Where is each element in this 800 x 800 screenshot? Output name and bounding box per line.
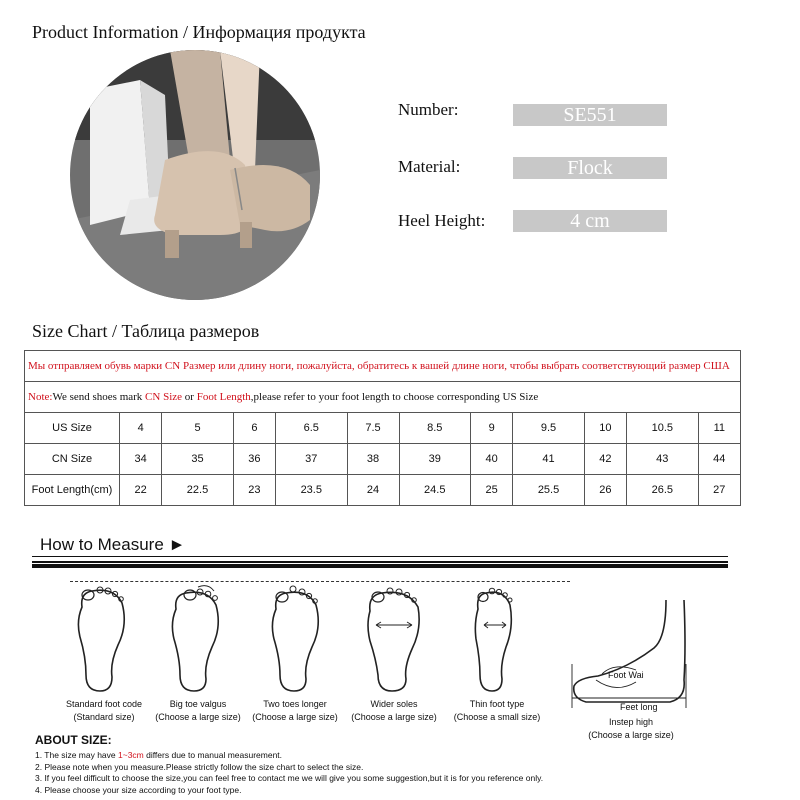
heel-height-value: 4 cm bbox=[513, 210, 667, 232]
size-cell: 10 bbox=[584, 413, 626, 444]
size-cell: 4 bbox=[120, 413, 162, 444]
divider bbox=[32, 556, 728, 557]
wider-soles-foot-icon bbox=[364, 585, 424, 695]
note-text-1: We send shoes mark bbox=[52, 391, 146, 403]
note-foot-length: Foot Length bbox=[196, 391, 251, 403]
size-cell: 26.5 bbox=[627, 475, 699, 506]
size-cell: 24.5 bbox=[399, 475, 471, 506]
two-toes-longer-caption: Two toes longer (Choose a large size) bbox=[252, 699, 338, 722]
size-cell: 43 bbox=[627, 444, 699, 475]
size-cell: 36 bbox=[233, 444, 275, 475]
heel-height-label: Heel Height: bbox=[398, 211, 486, 230]
row-label: Foot Length(cm) bbox=[25, 475, 120, 506]
list-item: 1. The size may have 1~3cm differs due to manual measurement. bbox=[35, 750, 283, 760]
about-size-list bbox=[35, 750, 543, 796]
thin-foot-caption: Thin foot type (Choose a small size) bbox=[453, 699, 541, 722]
note-text-2: or bbox=[182, 391, 197, 403]
product-photo bbox=[70, 50, 320, 300]
size-cell: 9.5 bbox=[513, 413, 585, 444]
row-label: CN Size bbox=[25, 444, 120, 475]
material-label: Material: bbox=[398, 157, 461, 176]
list-item: 3. If you feel difficult to choose the size,you can feel free to contact me we will give you some suggestion,but it is for you reference only. bbox=[35, 773, 544, 783]
size-cell: 25 bbox=[471, 475, 513, 506]
foot-wai-label: Foot Wai bbox=[608, 670, 644, 680]
size-cell: 23 bbox=[233, 475, 275, 506]
size-cell: 23.5 bbox=[276, 475, 348, 506]
big-toe-valgus-foot-icon bbox=[168, 585, 228, 695]
size-cell: 26 bbox=[584, 475, 626, 506]
size-cell: 39 bbox=[399, 444, 471, 475]
note-text-3: ,please refer to your foot length to choose corresponding US Size bbox=[250, 391, 539, 403]
size-cell: 7.5 bbox=[347, 413, 399, 444]
size-cell: 38 bbox=[347, 444, 399, 475]
note-cn-size: CN Size bbox=[145, 391, 183, 403]
size-chart-title: Size Chart / Таблица размеров bbox=[32, 321, 260, 341]
instep-side-foot-icon bbox=[566, 598, 696, 716]
feet-long-label: Feet long bbox=[620, 702, 658, 712]
size-cell: 9 bbox=[471, 413, 513, 444]
size-cell: 10.5 bbox=[627, 413, 699, 444]
row-label: US Size bbox=[25, 413, 120, 444]
number-label: Number: bbox=[398, 100, 459, 119]
divider bbox=[32, 564, 728, 568]
ru-note-row bbox=[25, 351, 741, 382]
size-cell: 34 bbox=[120, 444, 162, 475]
about-size-title: ABOUT SIZE: bbox=[35, 733, 112, 747]
product-info-title: Product Information / Информация продукта bbox=[32, 22, 366, 42]
how-to-measure-title: How to Measure ► bbox=[40, 535, 186, 554]
size-cell: 6.5 bbox=[276, 413, 348, 444]
standard-foot-icon bbox=[72, 585, 132, 695]
note-prefix: Note: bbox=[28, 391, 53, 403]
size-cell: 6 bbox=[233, 413, 275, 444]
size-cell: 42 bbox=[584, 444, 626, 475]
list-item: 2. Please note when you measure.Please strictly follow the size chart to select the size. bbox=[35, 761, 364, 772]
two-toes-longer-foot-icon bbox=[266, 585, 326, 695]
ru-note: Мы отправляем обувь марки CN Размер или длину ноги, пожалуйста, обратитесь к вашей длине ноги, чтобы выбрать соответствующий размер США bbox=[25, 351, 741, 382]
size-cell: 25.5 bbox=[513, 475, 585, 506]
divider bbox=[32, 561, 728, 563]
size-cell: 5 bbox=[162, 413, 234, 444]
wider-soles-caption: Wider soles (Choose a large size) bbox=[351, 699, 437, 722]
cn-size-row bbox=[25, 444, 741, 475]
size-cell: 11 bbox=[698, 413, 740, 444]
list-item: 4. Please choose your size according to your foot type. bbox=[35, 784, 242, 795]
size-cell: 22.5 bbox=[162, 475, 234, 506]
dotted-guide bbox=[70, 581, 570, 582]
en-note bbox=[25, 382, 741, 413]
size-cell: 41 bbox=[513, 444, 585, 475]
size-cell: 8.5 bbox=[399, 413, 471, 444]
size-cell: 24 bbox=[347, 475, 399, 506]
size-cell: 27 bbox=[698, 475, 740, 506]
number-value: SE551 bbox=[513, 104, 667, 126]
size-cell: 37 bbox=[276, 444, 348, 475]
foot-length-row bbox=[25, 475, 741, 506]
us-size-row bbox=[25, 413, 741, 444]
size-cell: 35 bbox=[162, 444, 234, 475]
thin-foot-icon bbox=[464, 585, 524, 695]
size-table bbox=[24, 350, 741, 506]
size-cell: 44 bbox=[698, 444, 740, 475]
size-cell: 40 bbox=[471, 444, 513, 475]
size-cell: 22 bbox=[120, 475, 162, 506]
instep-high-caption: Instep high (Choose a large size) bbox=[588, 717, 674, 740]
standard-foot-caption: Standard foot code (Standard size) bbox=[65, 699, 143, 722]
material-value: Flock bbox=[513, 157, 667, 179]
en-note-row bbox=[25, 382, 741, 413]
big-toe-valgus-caption: Big toe valgus (Choose a large size) bbox=[155, 699, 241, 722]
